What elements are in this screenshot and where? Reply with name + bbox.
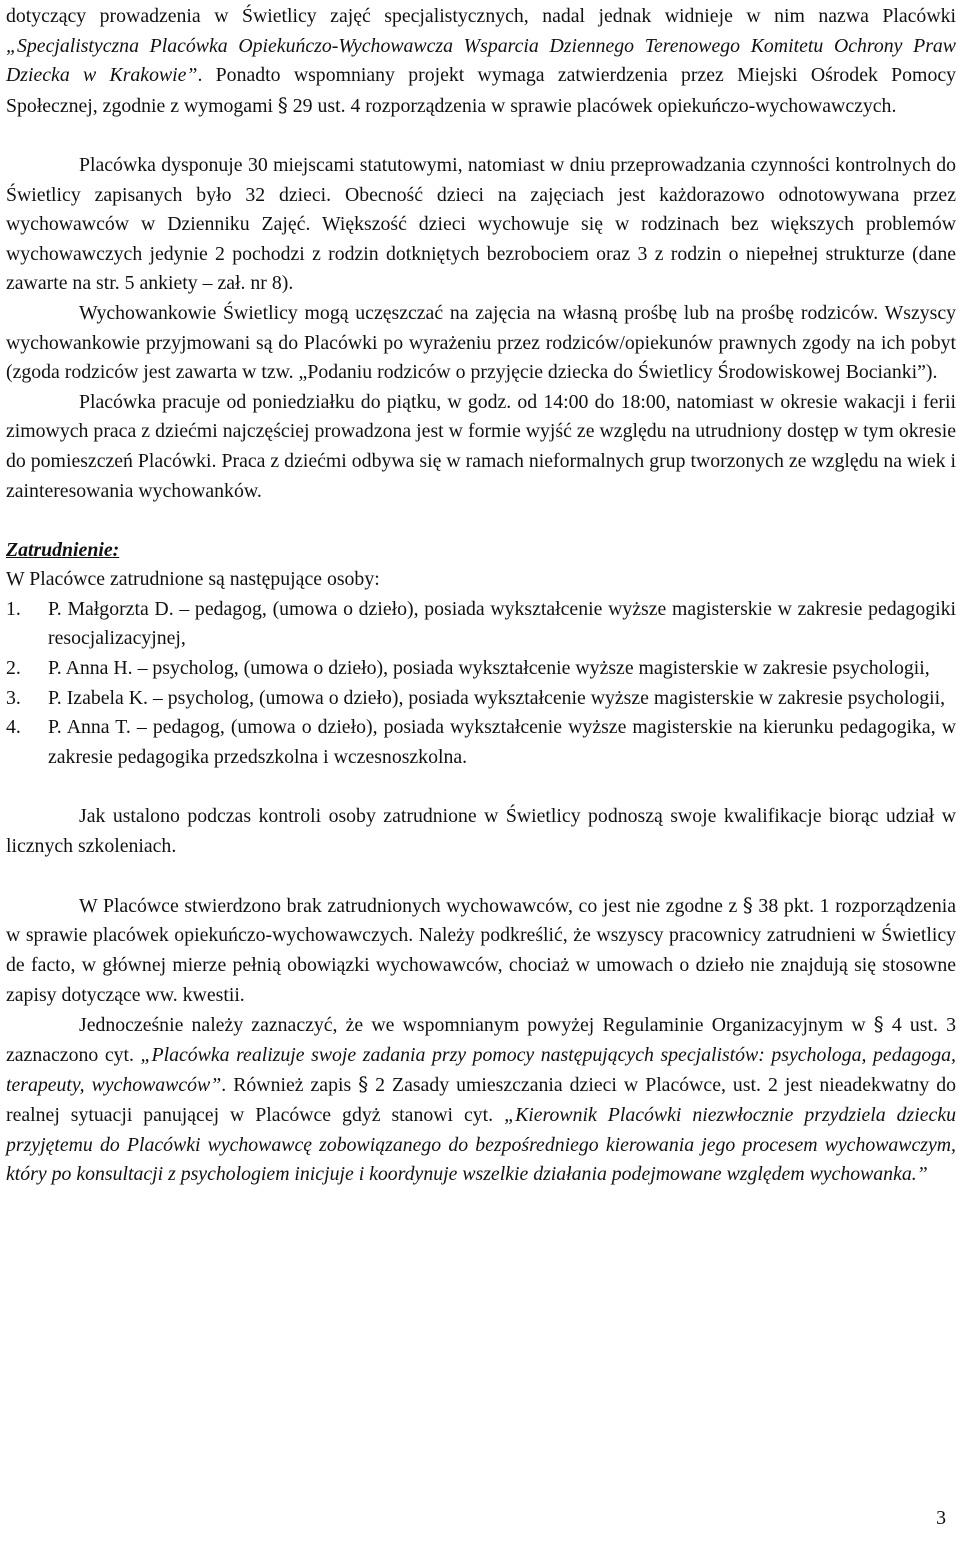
list-item-text: P. Izabela K. – psycholog, (umowa o dzieło), posiada wykształcenie wyższe magisterskie w zakresie psychologii, <box>48 686 946 709</box>
spacer <box>6 772 956 802</box>
paragraph-text: . Również zapis <box>221 1074 359 1097</box>
section-sign: § <box>358 1073 369 1097</box>
list-item-text: P. Małgorzta D. – pedagog, (umowa o dzieło), posiada wykształcenie wyższe magisterskie w zakresie pedagogiki resocjalizacyjnej, <box>48 597 956 650</box>
section-sign: § <box>873 1013 884 1037</box>
spacer <box>6 121 956 151</box>
paragraph-text: 29 ust. 4 rozporządzenia w sprawie placówek opiekuńczo-wychowawczych. <box>287 94 897 117</box>
list-item <box>6 684 956 714</box>
paragraph-educators <box>6 891 956 1010</box>
paragraph-capacity: Placówka dysponuje 30 miejscami statutowymi, natomiast w dniu przeprowadzania czynności kontrolnych do Świetlicy zapisanych było 32 dzieci. Obecność dzieci na zajęciach jest każdorazowo odnotowywana przez wychowawców w Dzienniku Zajęć. Większość dzieci wychowuje się w rodzinach bez większych problemów wychowawczych jedynie 2 pochodzi z rodzin dotkniętych bezrobociem oraz 3 z rodzin o niepełnej strukturze (dane zawarte na str. 5 ankiety – zał. nr 8). <box>6 153 956 295</box>
list-number: 2. <box>6 657 21 680</box>
spacer <box>6 506 956 536</box>
list-item <box>6 595 956 654</box>
paragraph-text: Jednocześnie należy zaznaczyć, że we wspomnianym powyżej Regulaminie Organizacyjnym w <box>79 1014 874 1037</box>
section-sign: § <box>277 93 288 117</box>
paragraph-attendance: Wychowankowie Świetlicy mogą uczęszczać na zajęcia na własną prośbę lub na prośbę rodziców. Wszyscy wychowankowie przyjmowani są do Placówki po wyrażeniu przez rodziców/opiekunów prawnych zgody na ich pobyt (zgoda rodziców jest zawarta w tzw. „Podaniu rodziców o przyjęcie dziecka do Świetlicy Środowiskowej Bocianki”). <box>6 301 956 384</box>
staff-heading: Zatrudnienie: <box>6 538 120 561</box>
paragraph-text: . Ponadto wspomniany projekt wymaga zatwierdzenia przez Miejski Ośrodek Pomocy Społecznej, zgodnie z wymogami <box>6 64 957 117</box>
italic-quote: „Placówka realizuje swoje zadania przy pomocy następujących specjalistów: psychologa, pedagoga, terapeuty, wychowawców” <box>6 1043 956 1097</box>
spacer <box>6 861 956 891</box>
list-number: 4. <box>6 716 21 739</box>
staff-intro: W Placówce zatrudnione są następujące osoby: <box>6 568 380 591</box>
paragraph-text: 4 ust. 3 zaznaczono cyt. <box>6 1014 956 1066</box>
list-item <box>6 713 956 772</box>
document-body <box>6 2 956 1190</box>
italic-quote: „Kierownik Placówki niezwłocznie przydziela dziecku przyjętemu do Placówki wychowawcę zobowiązanego do bezpośredniego kierowania jego procesem wychowawczym, który po konsultacji z psychologiem inicjuje i koordynuje wszelkie działania podejmowane względem wychowanka.” <box>6 1103 956 1186</box>
paragraph-text: W Placówce stwierdzono brak zatrudnionych wychowawców, co jest nie zgodne z <box>79 894 743 917</box>
staff-list <box>6 595 956 773</box>
paragraph-text: 2 Zasady umieszczania dzieci w Placówce, ust. 2 jest nieadekwatny do realnej sytuacji panującej w Placówce gdyż stanowi cyt. <box>6 1074 956 1126</box>
section-sign: § <box>742 893 753 917</box>
paragraph-qualifications: Jak ustalono podczas kontroli osoby zatrudnione w Świetlicy podnoszą swoje kwalifikacje biorąc udział w licznych szkoleniach. <box>6 805 956 857</box>
paragraph-hours: Placówka pracuje od poniedziałku do piątku, w godz. od 14:00 do 18:00, natomiast w okresie wakacji i ferii zimowych praca z dziećmi najczęściej prowadzona jest w formie wyjść ze względu na utrudniony dostęp w tym okresie do pomieszczeń Placówki. Praca z dziećmi odbywa się w ramach nieformalnych grup tworzonych ze względu na wiek i zainteresowania wychowanków. <box>6 390 956 502</box>
paragraph-text: 38 pkt. 1 rozporządzenia w sprawie placówek opiekuńczo-wychowawczych. Należy podkreślić, że wszyscy pracownicy zatrudnieni w Świetlicy de facto, w głównej mierze pełnią obowiązki wychowawców, chociaż w umowach o dzieło nie znajdują się stosowne zapisy dotyczące ww. kwestii. <box>6 894 957 1006</box>
list-item-text: P. Anna T. – pedagog, (umowa o dzieło), posiada wykształcenie wyższe magisterskie na kierunku pedagogika, w zakresie pedagogika przedszkolna i wczesnoszkolna. <box>48 716 956 768</box>
italic-quote: „Specjalistyczna Placówka Opiekuńczo-Wychowawcza Wsparcia Dziennego Terenowego Komitetu Ochrony Praw Dziecka w Krakowie” <box>6 34 956 87</box>
list-item-text: P. Anna H. – psycholog, (umowa o dzieło), posiada wykształcenie wyższe magisterskie w zakresie psychologii, <box>48 657 930 680</box>
paragraph-regulamin <box>6 1010 956 1190</box>
list-number: 3. <box>6 686 21 709</box>
page-number: 3 <box>936 1507 946 1529</box>
paragraph-regulations <box>6 2 956 121</box>
list-item <box>6 654 956 684</box>
paragraph-text: dotyczący prowadzenia w Świetlicy zajęć specjalistycznych, nadal jednak widnieje w nim nazwa Placówki <box>6 5 956 27</box>
list-number: 1. <box>6 597 21 620</box>
